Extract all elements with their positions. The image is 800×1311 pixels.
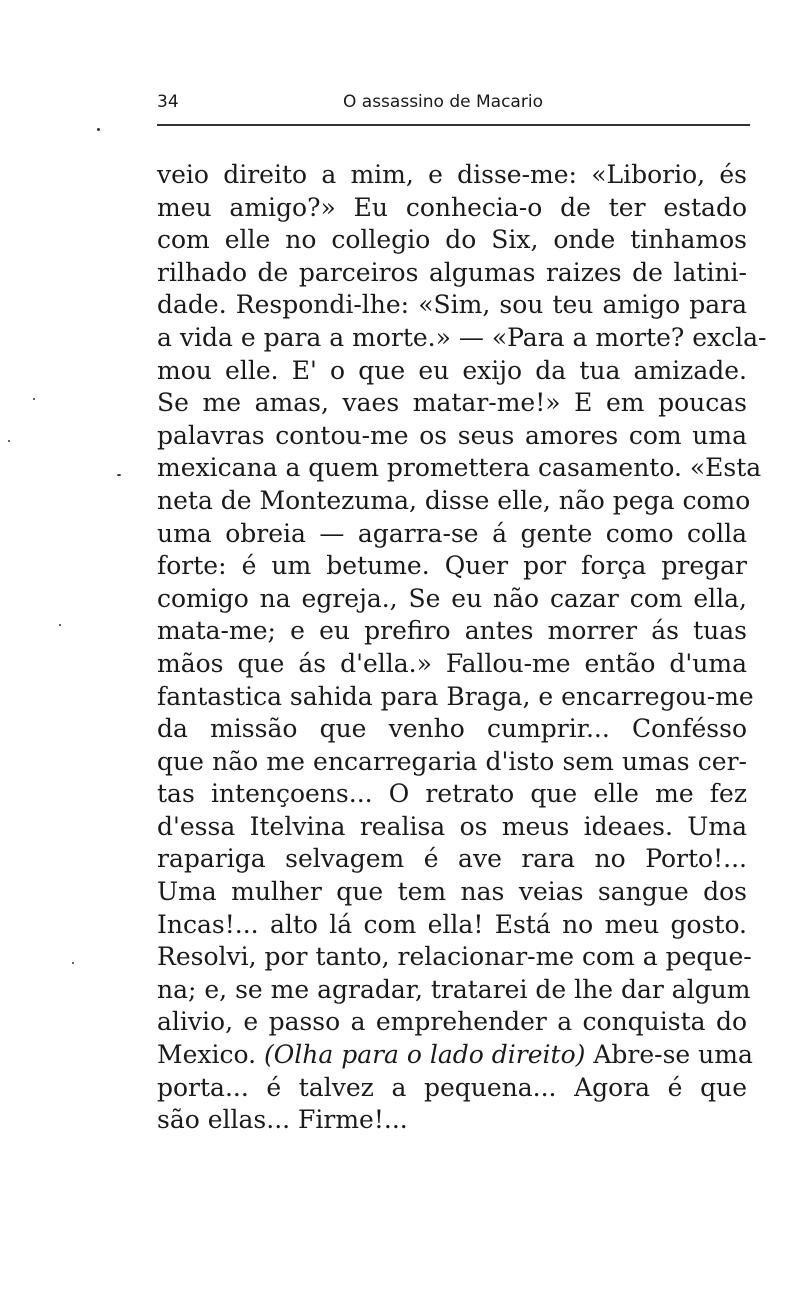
scan-speck bbox=[97, 128, 100, 131]
text-line: mexicana a quem promettera casamento. «Esta bbox=[157, 453, 762, 483]
text-line: dade. Respondi-lhe: «Sim, sou teu amigo para bbox=[157, 290, 747, 320]
text-line: com elle no collegio do Six, onde tinhamos bbox=[157, 225, 747, 255]
text-line bbox=[157, 1039, 753, 1072]
text-line: da missão que venho cumprir... Confésso bbox=[157, 714, 747, 744]
text-line: a vida e para a morte.» — «Para a morte? excla- bbox=[157, 322, 767, 352]
text-line-last: são ellas... Firme!... bbox=[157, 1105, 408, 1135]
text-line: tas intençoens... O retrato que elle me fez bbox=[157, 779, 747, 809]
text-line: que não me encarregaria d'isto sem umas cer- bbox=[157, 746, 747, 776]
scan-speck bbox=[33, 398, 35, 400]
scan-speck bbox=[72, 962, 74, 964]
text-line: Incas!... alto lá com ella! Está no meu gosto. bbox=[157, 909, 747, 939]
scan-speck bbox=[117, 474, 121, 476]
header-rule bbox=[157, 124, 750, 126]
scan-speck bbox=[8, 440, 10, 442]
text-line: neta de Montezuma, disse elle, não pega como bbox=[157, 485, 751, 515]
line-text: Mexico. bbox=[157, 1040, 264, 1070]
stage-direction: (Olha para o lado direito) bbox=[264, 1040, 586, 1070]
text-line: Resolvi, por tanto, relacionar-me com a peque- bbox=[157, 942, 752, 972]
text-line: Se me amas, vaes matar-me!» E em poucas bbox=[157, 388, 747, 418]
text-line: na; e, se me agradar, tratarei de lhe dar algum bbox=[157, 974, 751, 1004]
running-title: O assassino de Macario bbox=[343, 92, 543, 112]
text-line: veio direito a mim, e disse-me: «Liborio, és bbox=[157, 160, 747, 189]
text-line: rapariga selvagem é ave rara no Porto!... bbox=[157, 844, 747, 874]
page-header bbox=[157, 90, 750, 116]
text-line: porta... é talvez a pequena... Agora é que bbox=[157, 1072, 747, 1102]
text-line: mou elle. E' o que eu exijo da tua amizade. bbox=[157, 355, 747, 385]
text-line: comigo na egreja., Se eu não cazar com ella, bbox=[157, 583, 747, 613]
text-line: uma obreia — agarra-se á gente como colla bbox=[157, 518, 747, 548]
text-line: meu amigo?» Eu conhecia-o de ter estado bbox=[157, 192, 747, 222]
text-line: d'essa Itelvina realisa os meus ideaes. Uma bbox=[157, 811, 747, 841]
text-line: alivio, e passo a emprehender a conquista do bbox=[157, 1007, 747, 1037]
text-line: rilhado de parceiros algumas raizes de latini- bbox=[157, 257, 747, 287]
text-line: Uma mulher que tem nas veias sangue dos bbox=[157, 877, 747, 907]
text-line: fantastica sahida para Braga, e encarregou-me bbox=[157, 681, 754, 711]
text-line: forte: é um betume. Quer por força pregar bbox=[157, 551, 747, 581]
text-line: mãos que ás d'ella.» Fallou-me então d'uma bbox=[157, 648, 747, 678]
line-text: Abre-se uma bbox=[585, 1040, 753, 1070]
body-text bbox=[157, 159, 767, 1137]
text-line: mata-me; e eu prefiro antes morrer ás tuas bbox=[157, 616, 747, 646]
text-line: palavras contou-me os seus amores com uma bbox=[157, 420, 747, 450]
scan-speck bbox=[59, 624, 61, 626]
page-number: 34 bbox=[157, 92, 179, 112]
